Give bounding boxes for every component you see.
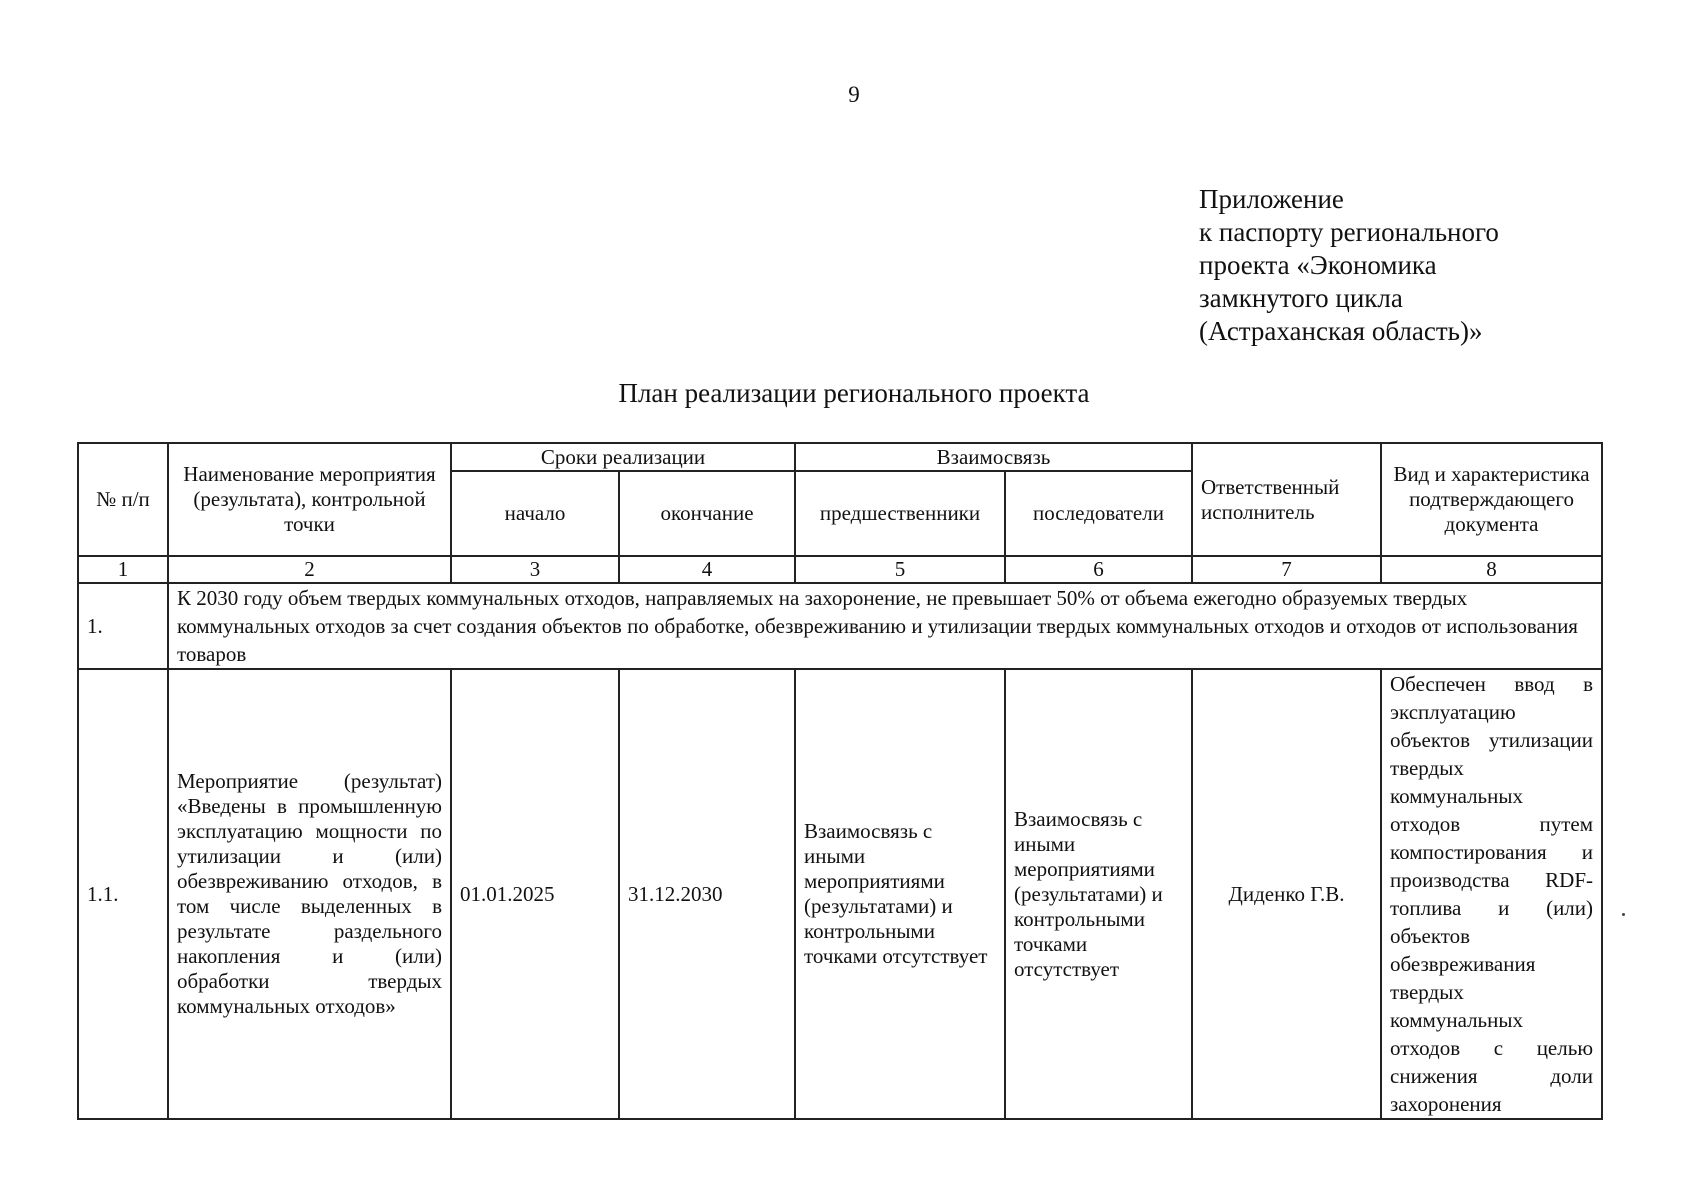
header-successors: последователи [1005, 471, 1192, 556]
header-responsible: Ответственный исполнитель [1192, 443, 1381, 556]
row-num: 1.1. [78, 669, 168, 1119]
row-doc-type: Обеспечен ввод в эксплуатацию объектов утилизации твердых коммунальных отходов путем компостирования и производства RDF-топлива и (или) объектов обезвреживания твердых коммунальных отходов с целью снижения доли захоронения [1381, 669, 1602, 1119]
header-num: № п/п [78, 443, 168, 556]
column-number: 5 [795, 556, 1005, 583]
section-num: 1. [78, 583, 168, 669]
row-name: Мероприятие (результат) «Введены в промышленную эксплуатацию мощности по утилизации и (или) обезвреживанию отходов, в том числе выделенных в результате раздельного накопления и (или) обработки твердых коммунальных отходов» [168, 669, 451, 1119]
column-number: 3 [451, 556, 619, 583]
header-end: окончание [619, 471, 795, 556]
header-doc-type: Вид и характеристика подтверждающего документа [1381, 443, 1602, 556]
appendix-line: к паспорту регионального [1199, 217, 1499, 247]
header-start: начало [451, 471, 619, 556]
appendix-line: Приложение [1199, 184, 1344, 214]
column-number: 8 [1381, 556, 1602, 583]
column-number: 6 [1005, 556, 1192, 583]
row-start: 01.01.2025 [451, 669, 619, 1119]
row-end: 31.12.2030 [619, 669, 795, 1119]
plan-table [77, 442, 1603, 1120]
appendix-line: замкнутого цикла [1199, 283, 1403, 313]
header-predecessors: предшественники [795, 471, 1005, 556]
header-terms: Сроки реализации [451, 443, 795, 471]
column-number: 1 [78, 556, 168, 583]
column-number: 4 [619, 556, 795, 583]
header-relation: Взаимосвязь [795, 443, 1192, 471]
scan-speck [1622, 913, 1625, 916]
document-title: План реализации регионального проекта [618, 378, 1090, 408]
section-row [78, 583, 1602, 669]
row-responsible: Диденко Г.В. [1192, 669, 1381, 1119]
header-name: Наименование мероприятия (результата), контрольной точки [168, 443, 451, 556]
page-number: 9 [848, 82, 860, 107]
section-text: К 2030 году объем твердых коммунальных отходов, направляемых на захоронение, не превышает 50% от объема ежегодно образуемых твердых коммунальных отходов за счет создания объектов по обработке, обезвреживанию и утилизации твердых коммунальных отходов и отходов от использования товаров [168, 583, 1602, 669]
row-successors: Взаимосвязь с иными мероприятиями (результатами) и контрольными точками отсутствует [1005, 669, 1192, 1119]
appendix-line: проекта «Экономика [1199, 250, 1437, 280]
row-predecessors: Взаимосвязь с иными мероприятиями (результатами) и контрольными точками отсутствует [795, 669, 1005, 1119]
appendix-line: (Астраханская область)» [1199, 316, 1483, 346]
column-number: 2 [168, 556, 451, 583]
column-number-row [78, 556, 1602, 583]
table-row [78, 669, 1602, 1119]
appendix-note [1199, 183, 1499, 348]
column-number: 7 [1192, 556, 1381, 583]
